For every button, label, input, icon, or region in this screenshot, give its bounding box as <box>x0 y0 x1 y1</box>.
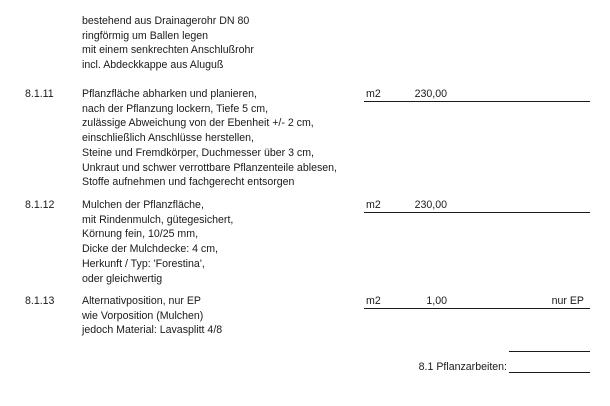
description-line: einschließlich Anschlüsse herstellen, <box>82 132 254 145</box>
position-number: 8.1.13 <box>25 295 55 307</box>
description-line: wie Vorposition (Mulchen) <box>82 309 204 322</box>
position-unit: m2 <box>366 295 381 307</box>
description-line: Dicke der Mulchdecke: 4 cm, <box>82 243 219 256</box>
summary-total-rule <box>509 372 590 373</box>
position-unit: m2 <box>366 199 381 211</box>
position-description <box>82 294 362 338</box>
description-line: Herkunft / Typ: 'Forestina', <box>82 257 205 270</box>
description-line: Unkraut und schwer verrottbare Pflanzenteile ablesen, <box>82 161 337 174</box>
position-description <box>82 198 362 286</box>
description-line: bestehend aus Drainagerohr DN 80 <box>82 15 250 27</box>
description-line: incl. Abdeckkappe aus Aluguß <box>82 59 224 72</box>
description-line: Stoffe aufnehmen und fachgerecht entsorgen <box>82 176 295 189</box>
description-line: ringförmig um Ballen legen <box>82 29 209 42</box>
position-rule <box>364 101 590 102</box>
description-line: Mulchen der Pflanzfläche, <box>82 199 204 211</box>
description-line: zulässige Abweichung von der Ebenheit +/- 2 cm, <box>82 117 314 130</box>
description-line: Steine und Fremdkörper, Duchmesser über 3 cm, <box>82 146 314 159</box>
intro-description <box>82 14 362 73</box>
position-note: nur EP <box>551 295 584 307</box>
description-line: Pflanzfläche abharken und planieren, <box>82 88 257 100</box>
position-number: 8.1.11 <box>25 88 54 100</box>
position-quantity: 230,00 <box>414 88 447 100</box>
position-number: 8.1.12 <box>25 199 55 211</box>
description-line: jedoch Material: Lavasplitt 4/8 <box>82 324 223 337</box>
description-line: oder gleichwertig <box>82 272 163 285</box>
description-line: Alternativposition, nur EP <box>82 295 201 307</box>
position-quantity: 1,00 <box>426 295 447 307</box>
position-rule <box>364 308 590 309</box>
summary-label: 8.1 Pflanzarbeiten: <box>418 361 507 373</box>
position-rule <box>364 212 590 213</box>
description-line: nach der Pflanzung lockern, Tiefe 5 cm, <box>82 102 269 115</box>
description-line: mit Rindenmulch, gütegesichert, <box>82 213 234 226</box>
position-quantity: 230,00 <box>414 199 447 211</box>
description-line: mit einem senkrechten Anschlußrohr <box>82 44 254 57</box>
position-unit: m2 <box>366 88 381 100</box>
position-description <box>82 87 362 190</box>
summary-rule <box>509 351 590 352</box>
description-line: Körnung fein, 10/25 mm, <box>82 228 199 241</box>
